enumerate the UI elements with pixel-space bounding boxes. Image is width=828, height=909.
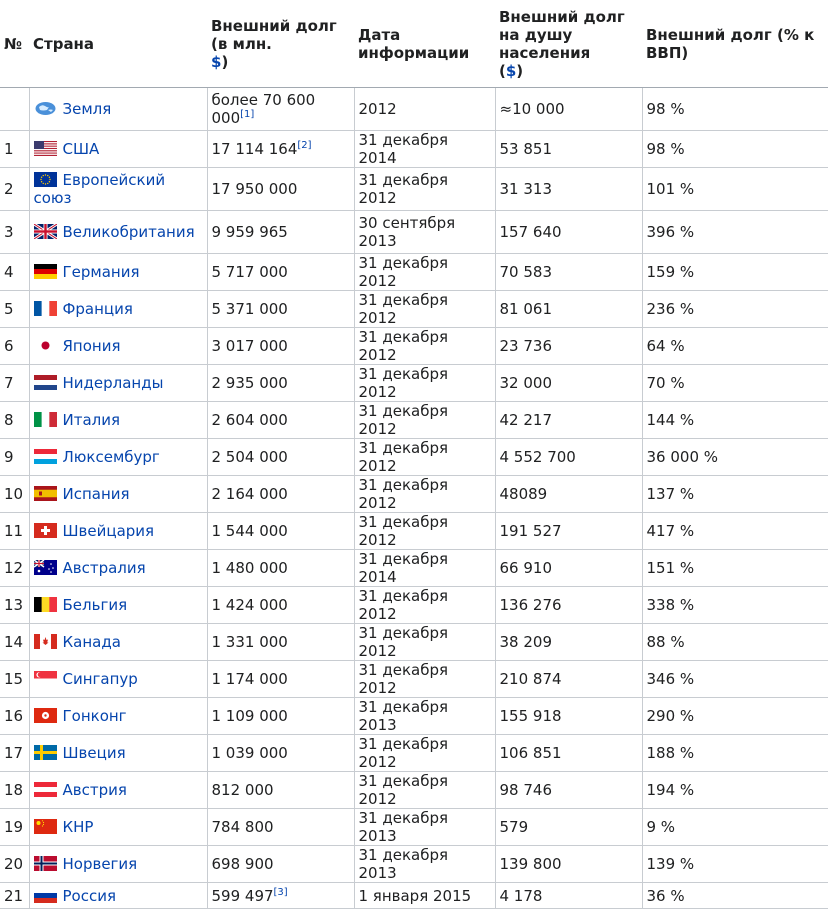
cell-country	[29, 402, 207, 439]
cell-num: 4	[0, 254, 29, 291]
table-row	[0, 476, 828, 513]
cell-country	[29, 883, 207, 909]
cell-per-capita: 81 061	[495, 291, 642, 328]
table-row	[0, 439, 828, 476]
cell-debt	[207, 211, 354, 254]
header-debt-close: )	[221, 52, 229, 71]
country-link[interactable]: Земля	[62, 100, 112, 118]
cell-gdp: 188 %	[642, 735, 828, 772]
cell-date: 31 декабря 2012	[354, 735, 495, 772]
lu-flag-icon	[34, 449, 57, 464]
cell-num: 6	[0, 328, 29, 365]
cell-per-capita: 31 313	[495, 168, 642, 211]
cell-country	[29, 328, 207, 365]
cell-per-capita: 157 640	[495, 211, 642, 254]
cell-gdp: 137 %	[642, 476, 828, 513]
table-row	[0, 88, 828, 131]
cell-gdp: 98 %	[642, 88, 828, 131]
cell-gdp: 139 %	[642, 846, 828, 883]
country-link[interactable]: Россия	[62, 886, 116, 905]
header-date[interactable]: Дата информации	[354, 0, 495, 88]
table-row	[0, 168, 828, 211]
country-link[interactable]: Великобритания	[62, 223, 195, 241]
country-link[interactable]: Швеция	[62, 744, 126, 762]
header-debt-text: Внешний долг (в млн.	[211, 16, 337, 53]
cell-debt	[207, 291, 354, 328]
table-row	[0, 772, 828, 809]
cell-num	[0, 88, 29, 131]
cell-country	[29, 365, 207, 402]
se-flag-icon	[34, 745, 57, 760]
cell-debt	[207, 587, 354, 624]
country-link[interactable]: Сингапур	[62, 670, 138, 688]
table-row	[0, 735, 828, 772]
cell-num: 17	[0, 735, 29, 772]
cell-debt	[207, 735, 354, 772]
dollar-link-per-capita[interactable]: $	[505, 61, 517, 80]
cell-country	[29, 131, 207, 168]
header-per-capita-text: Внешний долг на душу населения	[499, 7, 625, 62]
cell-debt	[207, 513, 354, 550]
cell-debt	[207, 168, 354, 211]
table-row	[0, 698, 828, 735]
debt-value: 2 604 000	[211, 411, 288, 429]
cell-date: 31 декабря 2012	[354, 328, 495, 365]
be-flag-icon	[34, 597, 57, 612]
country-link[interactable]: Австрия	[62, 781, 127, 799]
sg-flag-icon	[34, 671, 57, 686]
country-link[interactable]: Канада	[62, 633, 121, 651]
table-row	[0, 846, 828, 883]
cell-per-capita: 32 000	[495, 365, 642, 402]
cell-country	[29, 698, 207, 735]
header-gdp[interactable]: Внешний долг (% к ВВП)	[642, 0, 828, 88]
country-link[interactable]: Швейцария	[62, 522, 155, 540]
cell-debt	[207, 402, 354, 439]
cell-date: 31 декабря 2014	[354, 131, 495, 168]
table-row	[0, 587, 828, 624]
hk-flag-icon	[34, 708, 57, 723]
cell-date: 31 декабря 2013	[354, 698, 495, 735]
debt-value: 2 164 000	[211, 485, 288, 503]
cell-per-capita: 4 552 700	[495, 439, 642, 476]
cell-per-capita: 70 583	[495, 254, 642, 291]
cell-date: 31 декабря 2012	[354, 291, 495, 328]
cell-debt	[207, 846, 354, 883]
country-link[interactable]: Франция	[62, 300, 133, 318]
earth-flag-icon	[34, 101, 57, 116]
cell-gdp: 338 %	[642, 587, 828, 624]
debt-value: 812 000	[211, 781, 274, 799]
au-flag-icon	[34, 560, 57, 575]
cell-country	[29, 88, 207, 131]
table-row	[0, 513, 828, 550]
cell-country	[29, 439, 207, 476]
cell-date: 31 декабря 2012	[354, 476, 495, 513]
country-link[interactable]: Гонконг	[62, 707, 127, 725]
cell-debt	[207, 550, 354, 587]
cell-country	[29, 513, 207, 550]
cell-per-capita: 579	[495, 809, 642, 846]
cell-gdp: 396 %	[642, 211, 828, 254]
country-link[interactable]: США	[62, 140, 100, 158]
cell-date: 31 декабря 2012	[354, 587, 495, 624]
cell-debt	[207, 624, 354, 661]
table-row	[0, 131, 828, 168]
cell-gdp: 9 %	[642, 809, 828, 846]
cell-country	[29, 809, 207, 846]
cell-per-capita: 155 918	[495, 698, 642, 735]
cell-gdp: 144 %	[642, 402, 828, 439]
debt-value: 5 371 000	[211, 300, 288, 318]
debt-value: 784 800	[211, 818, 274, 836]
cell-gdp: 101 %	[642, 168, 828, 211]
debt-value: 1 480 000	[211, 559, 288, 577]
reference-link[interactable]: [1]	[240, 109, 255, 120]
cell-date: 31 декабря 2012	[354, 168, 495, 211]
debt-value: 17 950 000	[211, 180, 298, 198]
cell-gdp: 88 %	[642, 624, 828, 661]
it-flag-icon	[34, 412, 57, 427]
cell-per-capita: 23 736	[495, 328, 642, 365]
cell-per-capita: 66 910	[495, 550, 642, 587]
cell-date: 31 декабря 2014	[354, 550, 495, 587]
cell-date: 30 сентября 2013	[354, 211, 495, 254]
cell-num: 20	[0, 846, 29, 883]
table-row	[0, 365, 828, 402]
country-link[interactable]: Австралия	[62, 559, 146, 577]
debt-value: 2 504 000	[211, 448, 288, 466]
cell-date: 1 января 2015	[354, 883, 495, 909]
table-row	[0, 883, 828, 909]
cell-country	[29, 550, 207, 587]
cn-flag-icon	[34, 819, 57, 834]
cell-num: 9	[0, 439, 29, 476]
cell-debt	[207, 254, 354, 291]
table-row	[0, 328, 828, 365]
cell-country	[29, 254, 207, 291]
cell-gdp: 194 %	[642, 772, 828, 809]
cell-debt	[207, 661, 354, 698]
table-row	[0, 402, 828, 439]
reference-link[interactable]: [3]	[273, 886, 288, 898]
cell-debt	[207, 439, 354, 476]
es-flag-icon	[34, 486, 57, 501]
cell-num: 21	[0, 883, 29, 909]
table-row	[0, 211, 828, 254]
cell-date: 31 декабря 2013	[354, 846, 495, 883]
cell-debt	[207, 365, 354, 402]
cell-debt	[207, 883, 354, 909]
header-per-capita[interactable]	[495, 0, 642, 88]
cell-date: 31 декабря 2012	[354, 402, 495, 439]
debt-value: 599 497	[211, 886, 274, 905]
cell-num: 7	[0, 365, 29, 402]
cell-debt	[207, 328, 354, 365]
uk-flag-icon	[34, 224, 57, 239]
debt-value: 1 331 000	[211, 633, 288, 651]
cell-gdp: 36 %	[642, 883, 828, 909]
cell-country	[29, 661, 207, 698]
country-link[interactable]: Нидерланды	[62, 374, 164, 392]
header-per-capita-open: (	[499, 61, 506, 80]
debt-value: 17 114 164	[211, 140, 298, 158]
header-num[interactable]: №	[0, 0, 29, 88]
cell-per-capita: 38 209	[495, 624, 642, 661]
cell-num: 3	[0, 211, 29, 254]
cell-num: 14	[0, 624, 29, 661]
cell-country	[29, 587, 207, 624]
cell-num: 12	[0, 550, 29, 587]
header-row	[0, 0, 828, 88]
cell-gdp: 346 %	[642, 661, 828, 698]
cell-date: 31 декабря 2012	[354, 661, 495, 698]
country-link[interactable]: Люксембург	[62, 448, 160, 466]
country-link[interactable]: Европейский союз	[33, 171, 166, 207]
cell-num: 15	[0, 661, 29, 698]
cell-num: 16	[0, 698, 29, 735]
debt-value: 1 544 000	[211, 522, 288, 540]
cell-country	[29, 476, 207, 513]
cell-per-capita: 191 527	[495, 513, 642, 550]
cell-per-capita: 210 874	[495, 661, 642, 698]
cell-per-capita: 139 800	[495, 846, 642, 883]
table-row	[0, 809, 828, 846]
nl-flag-icon	[34, 375, 57, 390]
cell-per-capita: 53 851	[495, 131, 642, 168]
cell-num: 1	[0, 131, 29, 168]
cell-per-capita: 98 746	[495, 772, 642, 809]
cell-debt	[207, 476, 354, 513]
cell-country	[29, 291, 207, 328]
debt-value: 3 017 000	[211, 337, 288, 355]
cell-gdp: 36 000 %	[642, 439, 828, 476]
cell-gdp: 159 %	[642, 254, 828, 291]
cell-per-capita: 42 217	[495, 402, 642, 439]
debt-value: 1 109 000	[211, 707, 288, 725]
cell-date: 31 декабря 2012	[354, 365, 495, 402]
table-row	[0, 550, 828, 587]
table-row	[0, 291, 828, 328]
cell-country	[29, 624, 207, 661]
ch-flag-icon	[34, 523, 57, 538]
cell-gdp: 98 %	[642, 131, 828, 168]
debt-value: 1 039 000	[211, 744, 288, 762]
cell-gdp: 70 %	[642, 365, 828, 402]
debt-value: 9 959 965	[211, 223, 288, 241]
cell-date: 31 декабря 2012	[354, 254, 495, 291]
cell-date: 31 декабря 2012	[354, 513, 495, 550]
debt-value: 698 900	[211, 855, 274, 873]
no-flag-icon	[34, 856, 57, 871]
cell-country	[29, 211, 207, 254]
us-flag-icon	[34, 141, 57, 156]
cell-country	[29, 846, 207, 883]
cell-debt	[207, 88, 354, 131]
ca-flag-icon	[34, 634, 57, 649]
debt-value: 5 717 000	[211, 263, 288, 281]
fr-flag-icon	[34, 301, 57, 316]
table-row	[0, 254, 828, 291]
cell-country	[29, 735, 207, 772]
de-flag-icon	[34, 264, 57, 279]
cell-date: 31 декабря 2012	[354, 772, 495, 809]
at-flag-icon	[34, 782, 57, 797]
cell-num: 13	[0, 587, 29, 624]
cell-per-capita: 4 178	[495, 883, 642, 909]
country-link[interactable]: Япония	[62, 337, 121, 355]
country-link[interactable]: Норвегия	[62, 855, 138, 873]
table-row	[0, 661, 828, 698]
cell-date: 31 декабря 2012	[354, 624, 495, 661]
cell-num: 8	[0, 402, 29, 439]
cell-num: 10	[0, 476, 29, 513]
cell-num: 11	[0, 513, 29, 550]
cell-gdp: 64 %	[642, 328, 828, 365]
cell-date: 2012	[354, 88, 495, 131]
header-per-capita-close: )	[516, 61, 524, 80]
cell-gdp: 417 %	[642, 513, 828, 550]
ru-flag-icon	[34, 888, 57, 903]
header-country[interactable]: Страна	[29, 0, 207, 88]
cell-debt	[207, 131, 354, 168]
header-debt[interactable]	[207, 0, 354, 88]
cell-date: 31 декабря 2012	[354, 439, 495, 476]
jp-flag-icon	[34, 338, 57, 353]
cell-num: 18	[0, 772, 29, 809]
reference-link[interactable]: [2]	[297, 140, 312, 151]
cell-num: 2	[0, 168, 29, 211]
cell-per-capita: 48089	[495, 476, 642, 513]
cell-debt	[207, 809, 354, 846]
cell-gdp: 236 %	[642, 291, 828, 328]
cell-debt	[207, 698, 354, 735]
cell-date: 31 декабря 2013	[354, 809, 495, 846]
cell-per-capita: 136 276	[495, 587, 642, 624]
eu-flag-icon	[34, 172, 57, 187]
country-link[interactable]: Италия	[62, 411, 121, 429]
table-row	[0, 624, 828, 661]
cell-per-capita: ≈10 000	[495, 88, 642, 131]
cell-country	[29, 168, 207, 211]
cell-debt	[207, 772, 354, 809]
dollar-link[interactable]: $	[211, 52, 222, 71]
cell-gdp: 151 %	[642, 550, 828, 587]
debt-value: 1 424 000	[211, 596, 288, 614]
cell-num: 19	[0, 809, 29, 846]
debt-value: 2 935 000	[211, 374, 288, 392]
cell-gdp: 290 %	[642, 698, 828, 735]
country-link[interactable]: Испания	[62, 485, 130, 503]
debt-value: более 70 600 000	[211, 91, 316, 127]
cell-num: 5	[0, 291, 29, 328]
country-link[interactable]: Бельгия	[62, 596, 128, 614]
cell-per-capita: 106 851	[495, 735, 642, 772]
country-link[interactable]: Германия	[62, 263, 140, 281]
debt-value: 1 174 000	[211, 670, 288, 688]
cell-country	[29, 772, 207, 809]
country-link[interactable]: КНР	[62, 818, 94, 836]
